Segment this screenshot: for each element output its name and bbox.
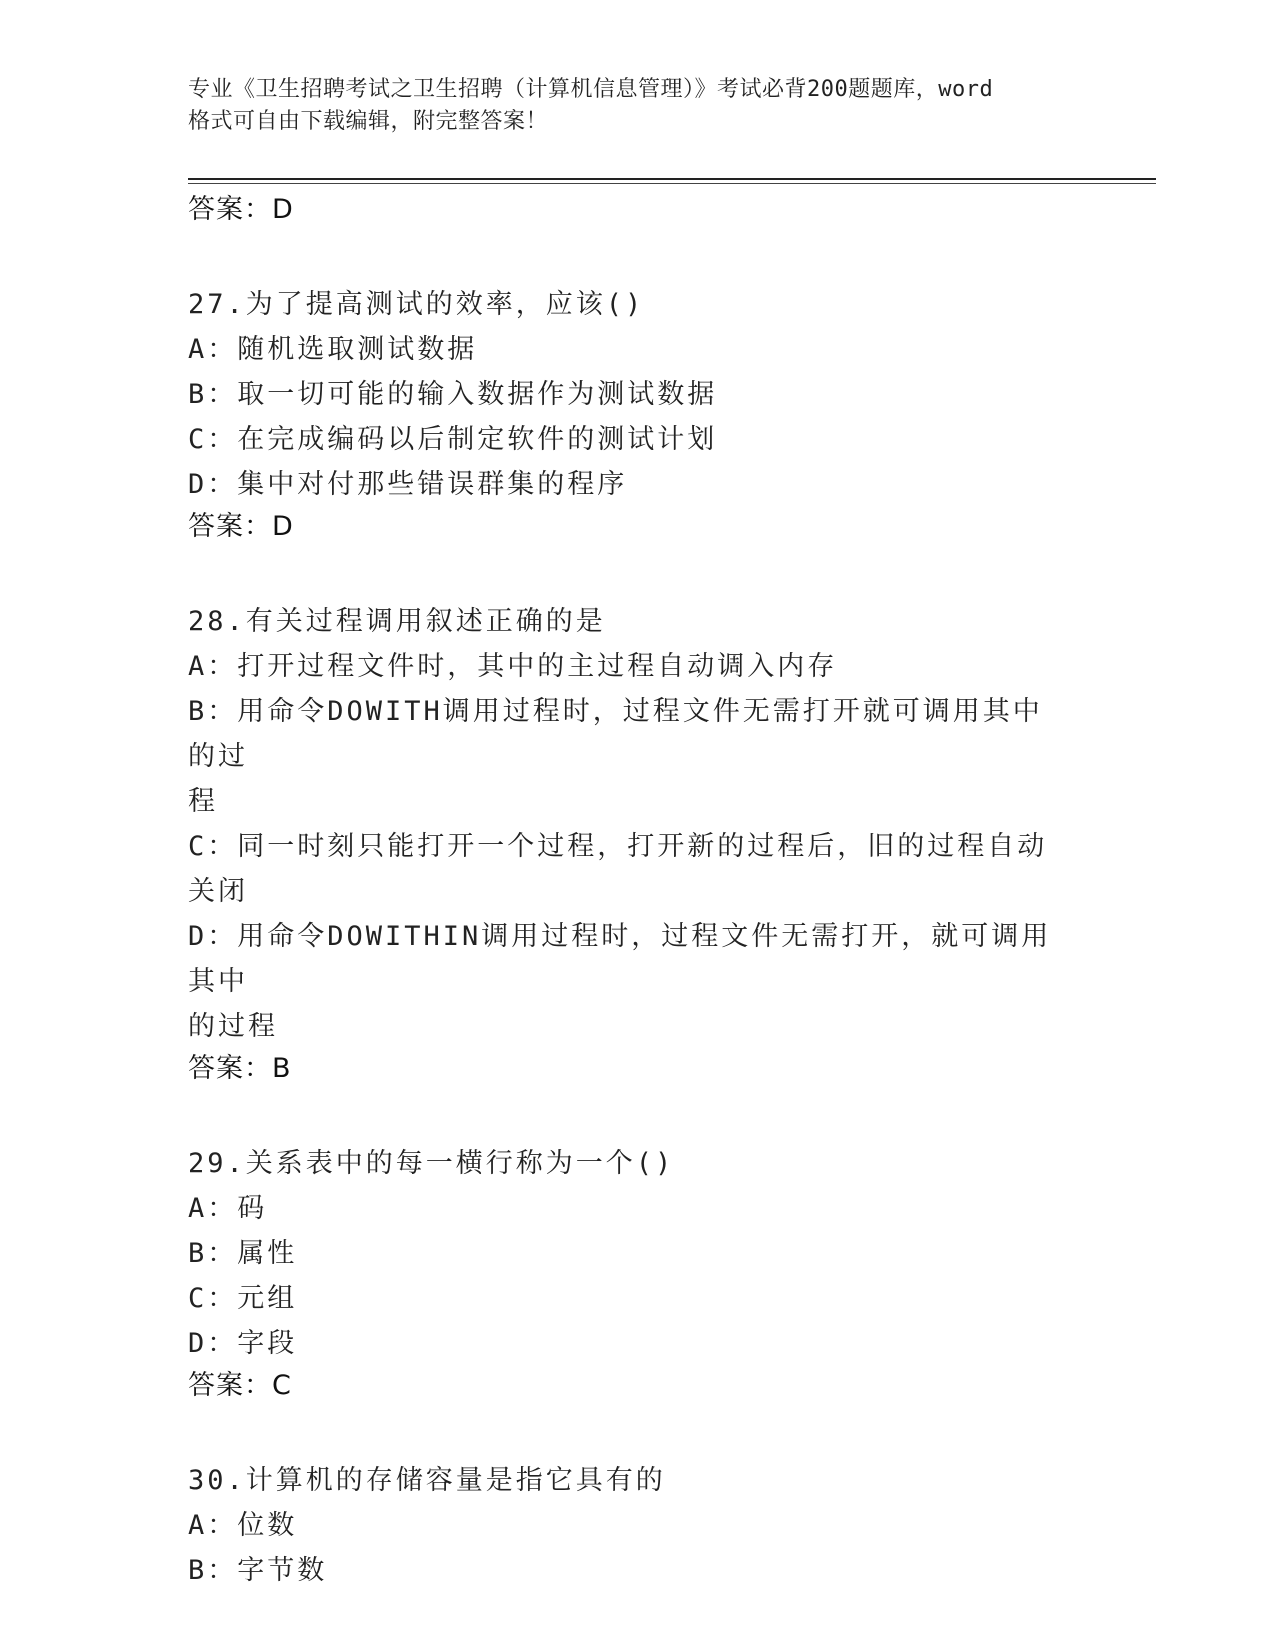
question-block [188,282,1068,552]
option-d: D：集中对付那些错误群集的程序 [188,469,628,500]
question-block [188,599,1068,1094]
option-b-continued: 程 [188,786,218,817]
option-c: C：在完成编码以后制定软件的测试计划 [188,424,718,455]
header-rule-thin [188,183,1156,184]
option-a: A：随机选取测试数据 [188,334,478,365]
spacer [188,1094,1068,1141]
option-d: D：字段 [188,1328,298,1359]
answer-line: 答案：C [188,1370,292,1401]
question-text: 27.为了提高测试的效率，应该() [188,289,645,320]
header-line-2: 格式可自由下载编辑，附完整答案！ [188,109,549,134]
answer-line: 答案：B [188,1053,292,1084]
spacer [188,235,1068,282]
spacer [188,552,1068,599]
answer-line: 答案：D [188,194,294,225]
option-b: B：字节数 [188,1555,328,1586]
question-block [188,1458,1068,1593]
option-a: A：位数 [188,1510,298,1541]
question-block [188,1141,1068,1411]
option-a: A：码 [188,1193,268,1224]
option-b: B：用命令DOWITH调用过程时，过程文件无需打开就可调用其中的过 [188,696,1043,772]
option-c: C：同一时刻只能打开一个过程，打开新的过程后，旧的过程自动关闭 [188,831,1048,907]
option-b: B：属性 [188,1238,298,1269]
option-a: A：打开过程文件时，其中的主过程自动调入内存 [188,651,838,682]
option-d-continued: 的过程 [188,1011,278,1042]
header-rule-thick [188,178,1156,180]
option-d: D：用命令DOWITHIN调用过程时，过程文件无需打开，就可调用其中 [188,921,1052,997]
option-b: B：取一切可能的输入数据作为测试数据 [188,379,718,410]
document-header [188,74,1088,138]
question-text: 29.关系表中的每一横行称为一个() [188,1148,675,1179]
spacer [188,1411,1068,1458]
question-list [188,190,1068,1593]
answer-line: 答案：D [188,511,294,542]
option-c: C：元组 [188,1283,298,1314]
header-line-1: 专业《卫生招聘考试之卫生招聘（计算机信息管理）》考试必背200题题库，word [188,77,994,102]
question-text: 30.计算机的存储容量是指它具有的 [188,1465,666,1496]
question-text: 28.有关过程调用叙述正确的是 [188,606,606,637]
